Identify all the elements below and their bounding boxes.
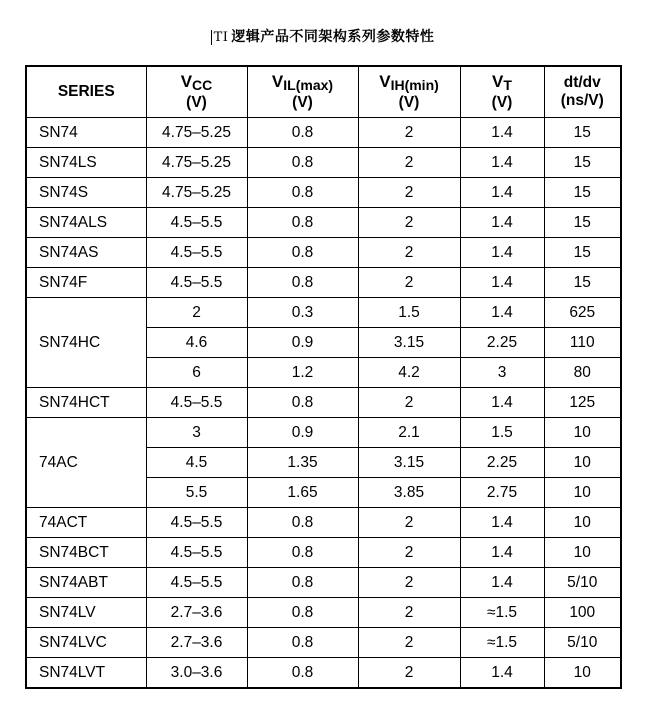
vih-cell: 2.1	[358, 418, 460, 448]
dtdv-cell: 110	[544, 328, 621, 358]
vcc-cell: 4.5–5.5	[146, 508, 247, 538]
vt-cell: 1.4	[460, 388, 544, 418]
vil-cell: 0.9	[247, 418, 358, 448]
series-cell: SN74LS	[26, 148, 146, 178]
vil-cell: 0.8	[247, 148, 358, 178]
vih-cell: 2	[358, 148, 460, 178]
table-row	[26, 148, 621, 178]
vt-cell: 1.4	[460, 118, 544, 148]
vil-cell: 1.2	[247, 358, 358, 388]
table-body	[26, 118, 621, 689]
vcc-cell: 4.6	[146, 328, 247, 358]
dtdv-cell: 10	[544, 538, 621, 568]
vil-cell: 0.8	[247, 658, 358, 689]
series-cell: SN74HC	[26, 298, 146, 388]
vt-cell: 1.4	[460, 568, 544, 598]
vcc-cell: 5.5	[146, 478, 247, 508]
header-vcc: $V_{CC}$ (V)	[146, 66, 247, 118]
series-cell: SN74LVT	[26, 658, 146, 689]
header-series: SERIES	[26, 66, 146, 118]
vcc-cell: 4.5–5.5	[146, 238, 247, 268]
header-dtdv: dt/dv (ns/V)	[544, 66, 621, 118]
header-vil-max: $V_{IL(max)}$ (V)	[247, 66, 358, 118]
table-row	[26, 418, 621, 448]
vih-cell: 2	[358, 568, 460, 598]
vih-cell: 2	[358, 598, 460, 628]
vil-cell: 0.8	[247, 628, 358, 658]
vt-cell: 3	[460, 358, 544, 388]
vt-cell: 1.4	[460, 298, 544, 328]
table-row	[26, 508, 621, 538]
vih-cell: 2	[358, 178, 460, 208]
ti-logo-mark: TI	[211, 30, 229, 45]
dtdv-cell: 10	[544, 418, 621, 448]
vcc-cell: 4.5–5.5	[146, 268, 247, 298]
vil-cell: 1.65	[247, 478, 358, 508]
series-cell: SN74ABT	[26, 568, 146, 598]
vt-cell: 2.75	[460, 478, 544, 508]
vcc-cell: 2	[146, 298, 247, 328]
vil-cell: 0.8	[247, 508, 358, 538]
vih-cell: 2	[358, 208, 460, 238]
dtdv-cell: 5/10	[544, 568, 621, 598]
dtdv-cell: 125	[544, 388, 621, 418]
vt-cell: 1.4	[460, 178, 544, 208]
table-row	[26, 208, 621, 238]
table-row	[26, 598, 621, 628]
series-cell: SN74HCT	[26, 388, 146, 418]
vil-cell: 0.8	[247, 268, 358, 298]
dtdv-cell: 100	[544, 598, 621, 628]
vih-cell: 3.15	[358, 328, 460, 358]
vcc-cell: 2.7–3.6	[146, 628, 247, 658]
vih-cell: 2	[358, 238, 460, 268]
table-row	[26, 388, 621, 418]
vt-cell: ≈1.5	[460, 598, 544, 628]
vt-cell: 1.4	[460, 508, 544, 538]
series-cell: SN74AS	[26, 238, 146, 268]
table-row	[26, 178, 621, 208]
vt-cell: 2.25	[460, 448, 544, 478]
vil-cell: 0.8	[247, 118, 358, 148]
vih-cell: 2	[358, 508, 460, 538]
series-cell: SN74	[26, 118, 146, 148]
table-row	[26, 118, 621, 148]
vih-cell: 3.85	[358, 478, 460, 508]
series-cell: SN74LV	[26, 598, 146, 628]
vih-cell: 3.15	[358, 448, 460, 478]
vt-cell: 1.4	[460, 538, 544, 568]
vih-cell: 4.2	[358, 358, 460, 388]
vcc-cell: 2.7–3.6	[146, 598, 247, 628]
series-cell: SN74ALS	[26, 208, 146, 238]
series-cell: SN74LVC	[26, 628, 146, 658]
vih-cell: 2	[358, 268, 460, 298]
dtdv-cell: 15	[544, 118, 621, 148]
vcc-cell: 4.5–5.5	[146, 208, 247, 238]
dtdv-cell: 625	[544, 298, 621, 328]
vt-cell: 1.5	[460, 418, 544, 448]
vil-cell: 0.8	[247, 208, 358, 238]
vih-cell: 2	[358, 658, 460, 689]
vil-cell: 0.8	[247, 538, 358, 568]
vt-cell: 2.25	[460, 328, 544, 358]
vih-cell: 2	[358, 118, 460, 148]
vcc-cell: 4.75–5.25	[146, 178, 247, 208]
dtdv-cell: 15	[544, 148, 621, 178]
header-vih-min: $V_{IH(min)}$ (V)	[358, 66, 460, 118]
dtdv-cell: 15	[544, 208, 621, 238]
series-cell: SN74S	[26, 178, 146, 208]
vih-cell: 2	[358, 538, 460, 568]
vcc-cell: 4.75–5.25	[146, 118, 247, 148]
table-row	[26, 628, 621, 658]
table-row	[26, 298, 621, 328]
vt-cell: ≈1.5	[460, 628, 544, 658]
vt-cell: 1.4	[460, 238, 544, 268]
dtdv-cell: 10	[544, 508, 621, 538]
vil-cell: 0.8	[247, 178, 358, 208]
series-cell: 74AC	[26, 418, 146, 508]
vcc-cell: 4.5	[146, 448, 247, 478]
vil-cell: 0.8	[247, 598, 358, 628]
table-row	[26, 268, 621, 298]
dtdv-cell: 10	[544, 448, 621, 478]
header-row	[26, 66, 621, 118]
vt-cell: 1.4	[460, 658, 544, 689]
vil-cell: 1.35	[247, 448, 358, 478]
table-row	[26, 568, 621, 598]
vcc-cell: 6	[146, 358, 247, 388]
vcc-cell: 4.75–5.25	[146, 148, 247, 178]
document-title	[0, 26, 645, 46]
table-row	[26, 538, 621, 568]
parameter-table	[25, 65, 622, 689]
header-vt: $V_T$ (V)	[460, 66, 544, 118]
vt-cell: 1.4	[460, 208, 544, 238]
dtdv-cell: 15	[544, 268, 621, 298]
vt-cell: 1.4	[460, 148, 544, 178]
table-row	[26, 238, 621, 268]
series-cell: 74ACT	[26, 508, 146, 538]
vcc-cell: 4.5–5.5	[146, 568, 247, 598]
dtdv-cell: 15	[544, 178, 621, 208]
table-row	[26, 658, 621, 689]
vcc-cell: 4.5–5.5	[146, 388, 247, 418]
vih-cell: 1.5	[358, 298, 460, 328]
title-text: 逻辑产品不同架构系列参数特性	[231, 29, 435, 45]
vih-cell: 2	[358, 628, 460, 658]
dtdv-cell: 15	[544, 238, 621, 268]
vcc-cell: 4.5–5.5	[146, 538, 247, 568]
dtdv-cell: 10	[544, 658, 621, 689]
vil-cell: 0.8	[247, 568, 358, 598]
vil-cell: 0.8	[247, 388, 358, 418]
vcc-cell: 3.0–3.6	[146, 658, 247, 689]
vil-cell: 0.3	[247, 298, 358, 328]
vcc-cell: 3	[146, 418, 247, 448]
vih-cell: 2	[358, 388, 460, 418]
series-cell: SN74BCT	[26, 538, 146, 568]
vt-cell: 1.4	[460, 268, 544, 298]
dtdv-cell: 80	[544, 358, 621, 388]
vil-cell: 0.8	[247, 238, 358, 268]
dtdv-cell: 10	[544, 478, 621, 508]
vil-cell: 0.9	[247, 328, 358, 358]
series-cell: SN74F	[26, 268, 146, 298]
dtdv-cell: 5/10	[544, 628, 621, 658]
